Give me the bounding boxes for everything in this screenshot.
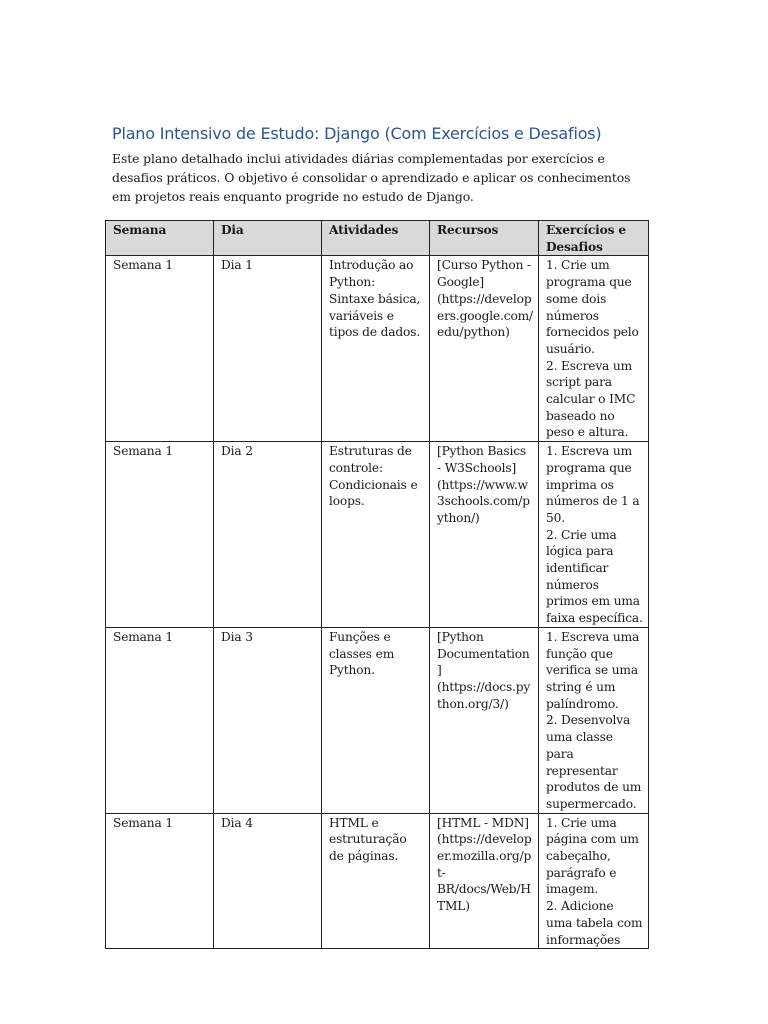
cell-semana: Semana 1 — [106, 256, 214, 442]
table-row — [106, 442, 649, 628]
cell-exercicios — [539, 256, 649, 442]
cell-recursos: [HTML - MDN](https://developer.mozilla.org/pt-BR/docs/Web/HTML) — [430, 813, 539, 949]
table-row — [106, 627, 649, 813]
cell-semana: Semana 1 — [106, 813, 214, 949]
exercise-item: 1. Escreva um programa que imprima os números de 1 a 50. — [546, 444, 640, 525]
table-header-row — [106, 221, 649, 256]
document-title: Plano Intensivo de Estudo: Django (Com Exercícios e Desafios) — [112, 124, 602, 143]
table-row — [106, 813, 649, 949]
cell-exercicios — [539, 813, 649, 949]
cell-recursos: [Curso Python - Google](https://developers.google.com/edu/python) — [430, 256, 539, 442]
cell-atividades: HTML e estruturação de páginas. — [322, 813, 430, 949]
exercise-item: 1. Escreva uma função que verifica se uma string é um palíndromo. — [546, 629, 640, 711]
cell-dia: Dia 4 — [214, 813, 322, 949]
header-recursos: Recursos — [430, 221, 539, 256]
cell-dia: Dia 1 — [214, 256, 322, 442]
cell-semana: Semana 1 — [106, 442, 214, 628]
exercise-item: 2. Escreva um script para calcular o IMC baseado no peso e altura. — [546, 358, 636, 440]
cell-dia: Dia 3 — [214, 627, 322, 813]
header-atividades: Atividades — [322, 221, 430, 256]
cell-recursos: [Python Documentation](https://docs.python.org/3/) — [430, 627, 539, 813]
exercise-item: 1. Crie um programa que some dois números fornecidos pelo usuário. — [546, 258, 639, 356]
study-plan-table — [105, 220, 649, 949]
cell-recursos: [Python Basics - W3Schools](https://www.w3schools.com/python/) — [430, 442, 539, 628]
intro-paragraph: Este plano detalhado inclui atividades diárias complementadas por exercícios e desafios práticos. O objetivo é consolidar o aprendizado e aplicar os conhecimentos em projetos reais enquanto progride no estudo de Django. — [112, 151, 631, 204]
table-row — [106, 256, 649, 442]
cell-atividades: Introdução ao Python: Sintaxe básica, variáveis e tipos de dados. — [322, 256, 430, 442]
header-semana: Semana — [106, 221, 214, 256]
exercise-item: 2. Desenvolva uma classe para representar produtos de um supermercado. — [546, 713, 642, 811]
cell-exercicios — [539, 627, 649, 813]
exercise-item: 2. Adicione uma tabela com informações — [546, 899, 643, 947]
cell-dia: Dia 2 — [214, 442, 322, 628]
cell-atividades: Funções e classes em Python. — [322, 627, 430, 813]
cell-exercicios — [539, 442, 649, 628]
header-dia: Dia — [214, 221, 322, 256]
header-exercicios: Exercícios e Desafios — [539, 221, 649, 256]
exercise-item: 1. Crie uma página com um cabeçalho, parágrafo e imagem. — [546, 815, 639, 897]
cell-atividades: Estruturas de controle: Condicionais e loops. — [322, 442, 430, 628]
cell-semana: Semana 1 — [106, 627, 214, 813]
exercise-item: 2. Crie uma lógica para identificar números primos em uma faixa específica. — [546, 527, 643, 626]
